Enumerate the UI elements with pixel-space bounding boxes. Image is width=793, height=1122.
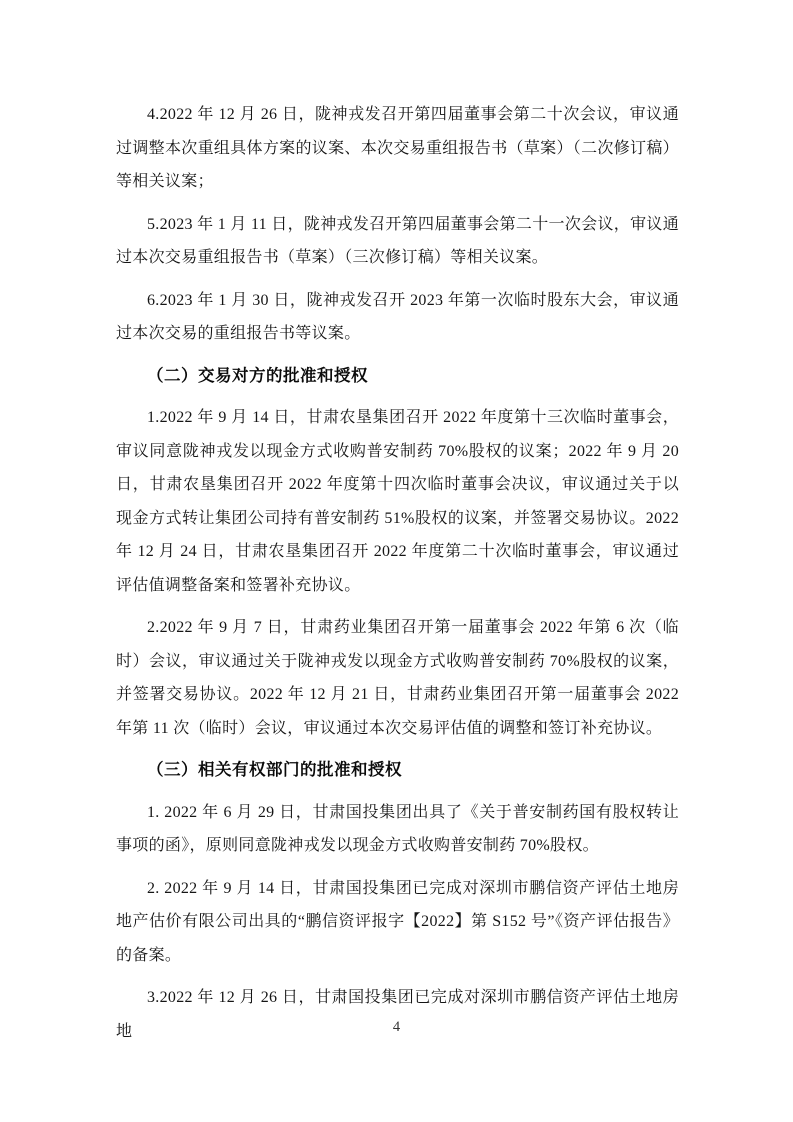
body-paragraph-nongken-group: 1.2022 年 9 月 14 日，甘肃农垦集团召开 2022 年度第十三次临时董事会，审议同意陇神戎发以现金方式收购普安制药 70%股权的议案；2022 年 9 月 20 日，甘肃农垦集团召开 2022 年度第十四次临时董事会决议，审议通过关于以现金方式转让集团公司持有普安制药 51%股权的议案，并签署交易协议。2022 年 12 月 24 日，甘肃农垦集团召开 2022 年度第二十次临时董事会，审议通过评估值调整备案和签署补充协议。	[116, 409, 679, 594]
body-paragraph-item-4: 4.2022 年 12 月 26 日，陇神戎发召开第四届董事会第二十次会议，审议通过调整本次重组具体方案的议案、本次交易重组报告书（草案）（二次修订稿）等相关议案；	[116, 106, 679, 190]
body-paragraph-item-6: 6.2023 年 1 月 30 日，陇神戎发召开 2023 年第一次临时股东大会，审议通过本次交易的重组报告书等议案。	[116, 291, 679, 342]
page-footer	[0, 1018, 793, 1036]
section-heading-authority-approval: （三）相关有权部门的批准和授权	[147, 761, 402, 779]
body-paragraph-pharma-group: 2.2022 年 9 月 7 日，甘肃药业集团召开第一届董事会 2022 年第 6 次（临时）会议，审议通过关于陇神戎发以现金方式收购普安制药 70%股权的议案，并签署交易协议。2022 年 12 月 21 日，甘肃药业集团召开第一届董事会 2022 年第 11 次（临时）会议，审议通过本次交易评估值的调整和签订补充协议。	[116, 619, 679, 737]
page-number: 4	[392, 1019, 401, 1035]
document-body	[116, 98, 679, 1048]
section-heading-counterparty-approval: （二）交易对方的批准和授权	[147, 366, 368, 385]
body-paragraph-valuation-filing: 2. 2022 年 9 月 14 日，甘肃国投集团已完成对深圳市鹏信资产评估土地房地产估价有限公司出具的“鹏信资评报字【2022】第 S152 号”《资产评估报告》的备案。	[116, 879, 679, 964]
body-paragraph-item-5: 5.2023 年 1 月 11 日，陇神戎发召开第四届董事会第二十一次会议，审议通过本次交易重组报告书（草案）（三次修订稿）等相关议案。	[116, 215, 679, 266]
body-paragraph-guotou-letter: 1. 2022 年 6 月 29 日，甘肃国投集团出具了《关于普安制药国有股权转让事项的函》，原则同意陇神戎发以现金方式收购普安制药 70%股权。	[116, 803, 679, 854]
body-paragraph-truncated-last-line: 3.2022 年 12 月 26 日，甘肃国投集团已完成对深圳市鹏信资产评估土地房地	[116, 989, 679, 1040]
